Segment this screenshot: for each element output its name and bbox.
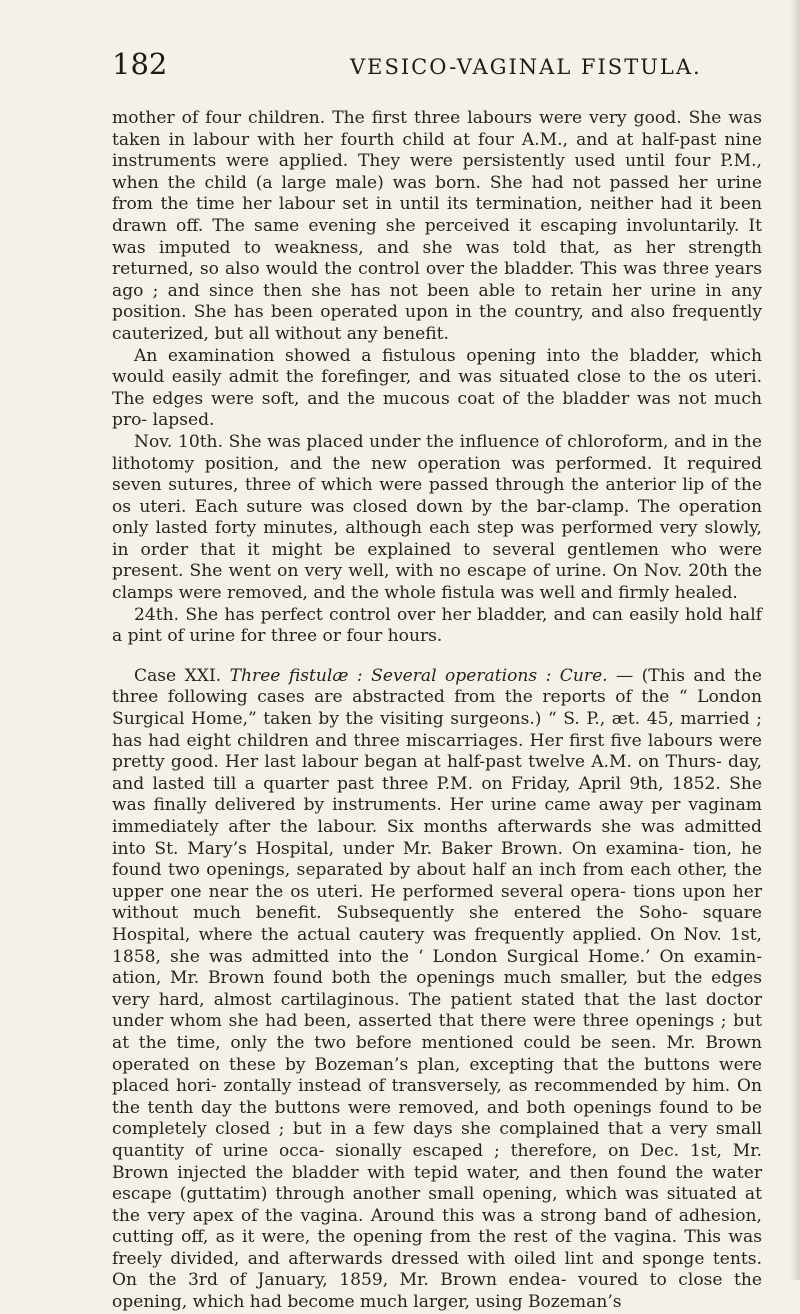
- case-label: Case XXI.: [134, 665, 222, 686]
- page-body: [112, 108, 762, 1314]
- case-text: — (This and the three following cases are abstracted from the reports of the “ London Surgical Home,” taken by the visiting surgeons.) “ S. P., æt. 45, married ; has had eight children and three miscarriages. Her first five labours were pretty good. Her last labour began at half-past twelve A.M. on Thurs- day, and lasted till a quarter past three P.M. on Friday, April 9th, 1852. She was finally delivered by instruments. Her urine came away per vaginam immediately after the labour. Six months afterwards she was admitted into St. Mary’s Hospital, under Mr. Baker Brown. On examina- tion, he found two openings, separated by about half an inch from each other, the upper one near the os uteri. He performed several opera- tions upon her without much benefit. Subsequently she entered the Soho- square Hospital, where the actual cautery was frequently applied. On Nov. 1st, 1858, she was admitted into the ‘ London Surgical Home.’ On examin- ation, Mr. Brown found both the openings much smaller, but the edges very hard, almost cartilaginous. The patient stated that the last doctor under whom she had been, asserted that there were three openings ; but at the time, only the two before mentioned could be seen. Mr. Brown operated on these by Bozeman’s plan, excepting that the buttons were placed hori- zontally instead of transversely, as recommended by him. On the tenth day the buttons were removed, and both openings found to be completely closed ; but in a few days she complained that a very small quantity of urine occa- sionally escaped ; therefore, on Dec. 1st, Mr. Brown injected the bladder with tepid water, and then found the water escape (guttatim) through another small opening, which was situated at the very apex of the vagina. Around this was a strong band of adhesion, cutting off, as it were, the opening from the rest of the vagina. This was freely divided, and afterwards dressed with oiled lint and sponge tents. On the 3rd of January, 1859, Mr. Brown endea- voured to close the opening, which had become much larger, using Bozeman’s: [112, 665, 763, 1313]
- paragraph-2: An examination showed a fistulous opening into the bladder, which would easily admit the forefinger, and was situated close to the os uteri. The edges were soft, and the mucous coat of the bladder was not much pro- lapsed.: [112, 345, 762, 431]
- case-paragraph: [112, 666, 762, 1314]
- paragraph-3: Nov. 10th. She was placed under the influence of chloroform, and in the lithotomy position, and the new operation was performed. It required seven sutures, three of which were passed through the anterior lip of the os uteri. Each suture was closed down by the bar-clamp. The operation only lasted forty minutes, although each step was performed very slowly, in order that it might be explained to several gentlemen who were present. She went on very well, with no escape of urine. On Nov. 20th the clamps were removed, and the whole fistula was well and firmly healed.: [112, 431, 762, 604]
- running-title: VESICO-VAGINAL FISTULA.: [350, 55, 702, 79]
- page-number: 182: [112, 47, 168, 81]
- case-title: Three fistulæ : Several operations : Cure.: [229, 665, 608, 686]
- page-header: [112, 47, 762, 94]
- page-edge-shadow: [790, 0, 800, 1280]
- paragraph-4: 24th. She has perfect control over her bladder, and can easily hold half a pint of urine for three or four hours.: [112, 604, 762, 647]
- section-gap: [112, 648, 762, 666]
- paragraph-1: mother of four children. The first three labours were very good. She was taken in labour with her fourth child at four A.M., and at half-past nine instruments were applied. They were persistently used until four P.M., when the child (a large male) was born. She had not passed her urine from the time her labour set in until its termination, neither had it been drawn off. The same evening she perceived it escaping involuntarily. It was imputed to weakness, and she was told that, as her strength returned, so also would the control over the bladder. This was three years ago ; and since then she has not been able to retain her urine in any position. She has been operated upon in the country, and also frequently cauterized, but all without any benefit.: [112, 108, 762, 344]
